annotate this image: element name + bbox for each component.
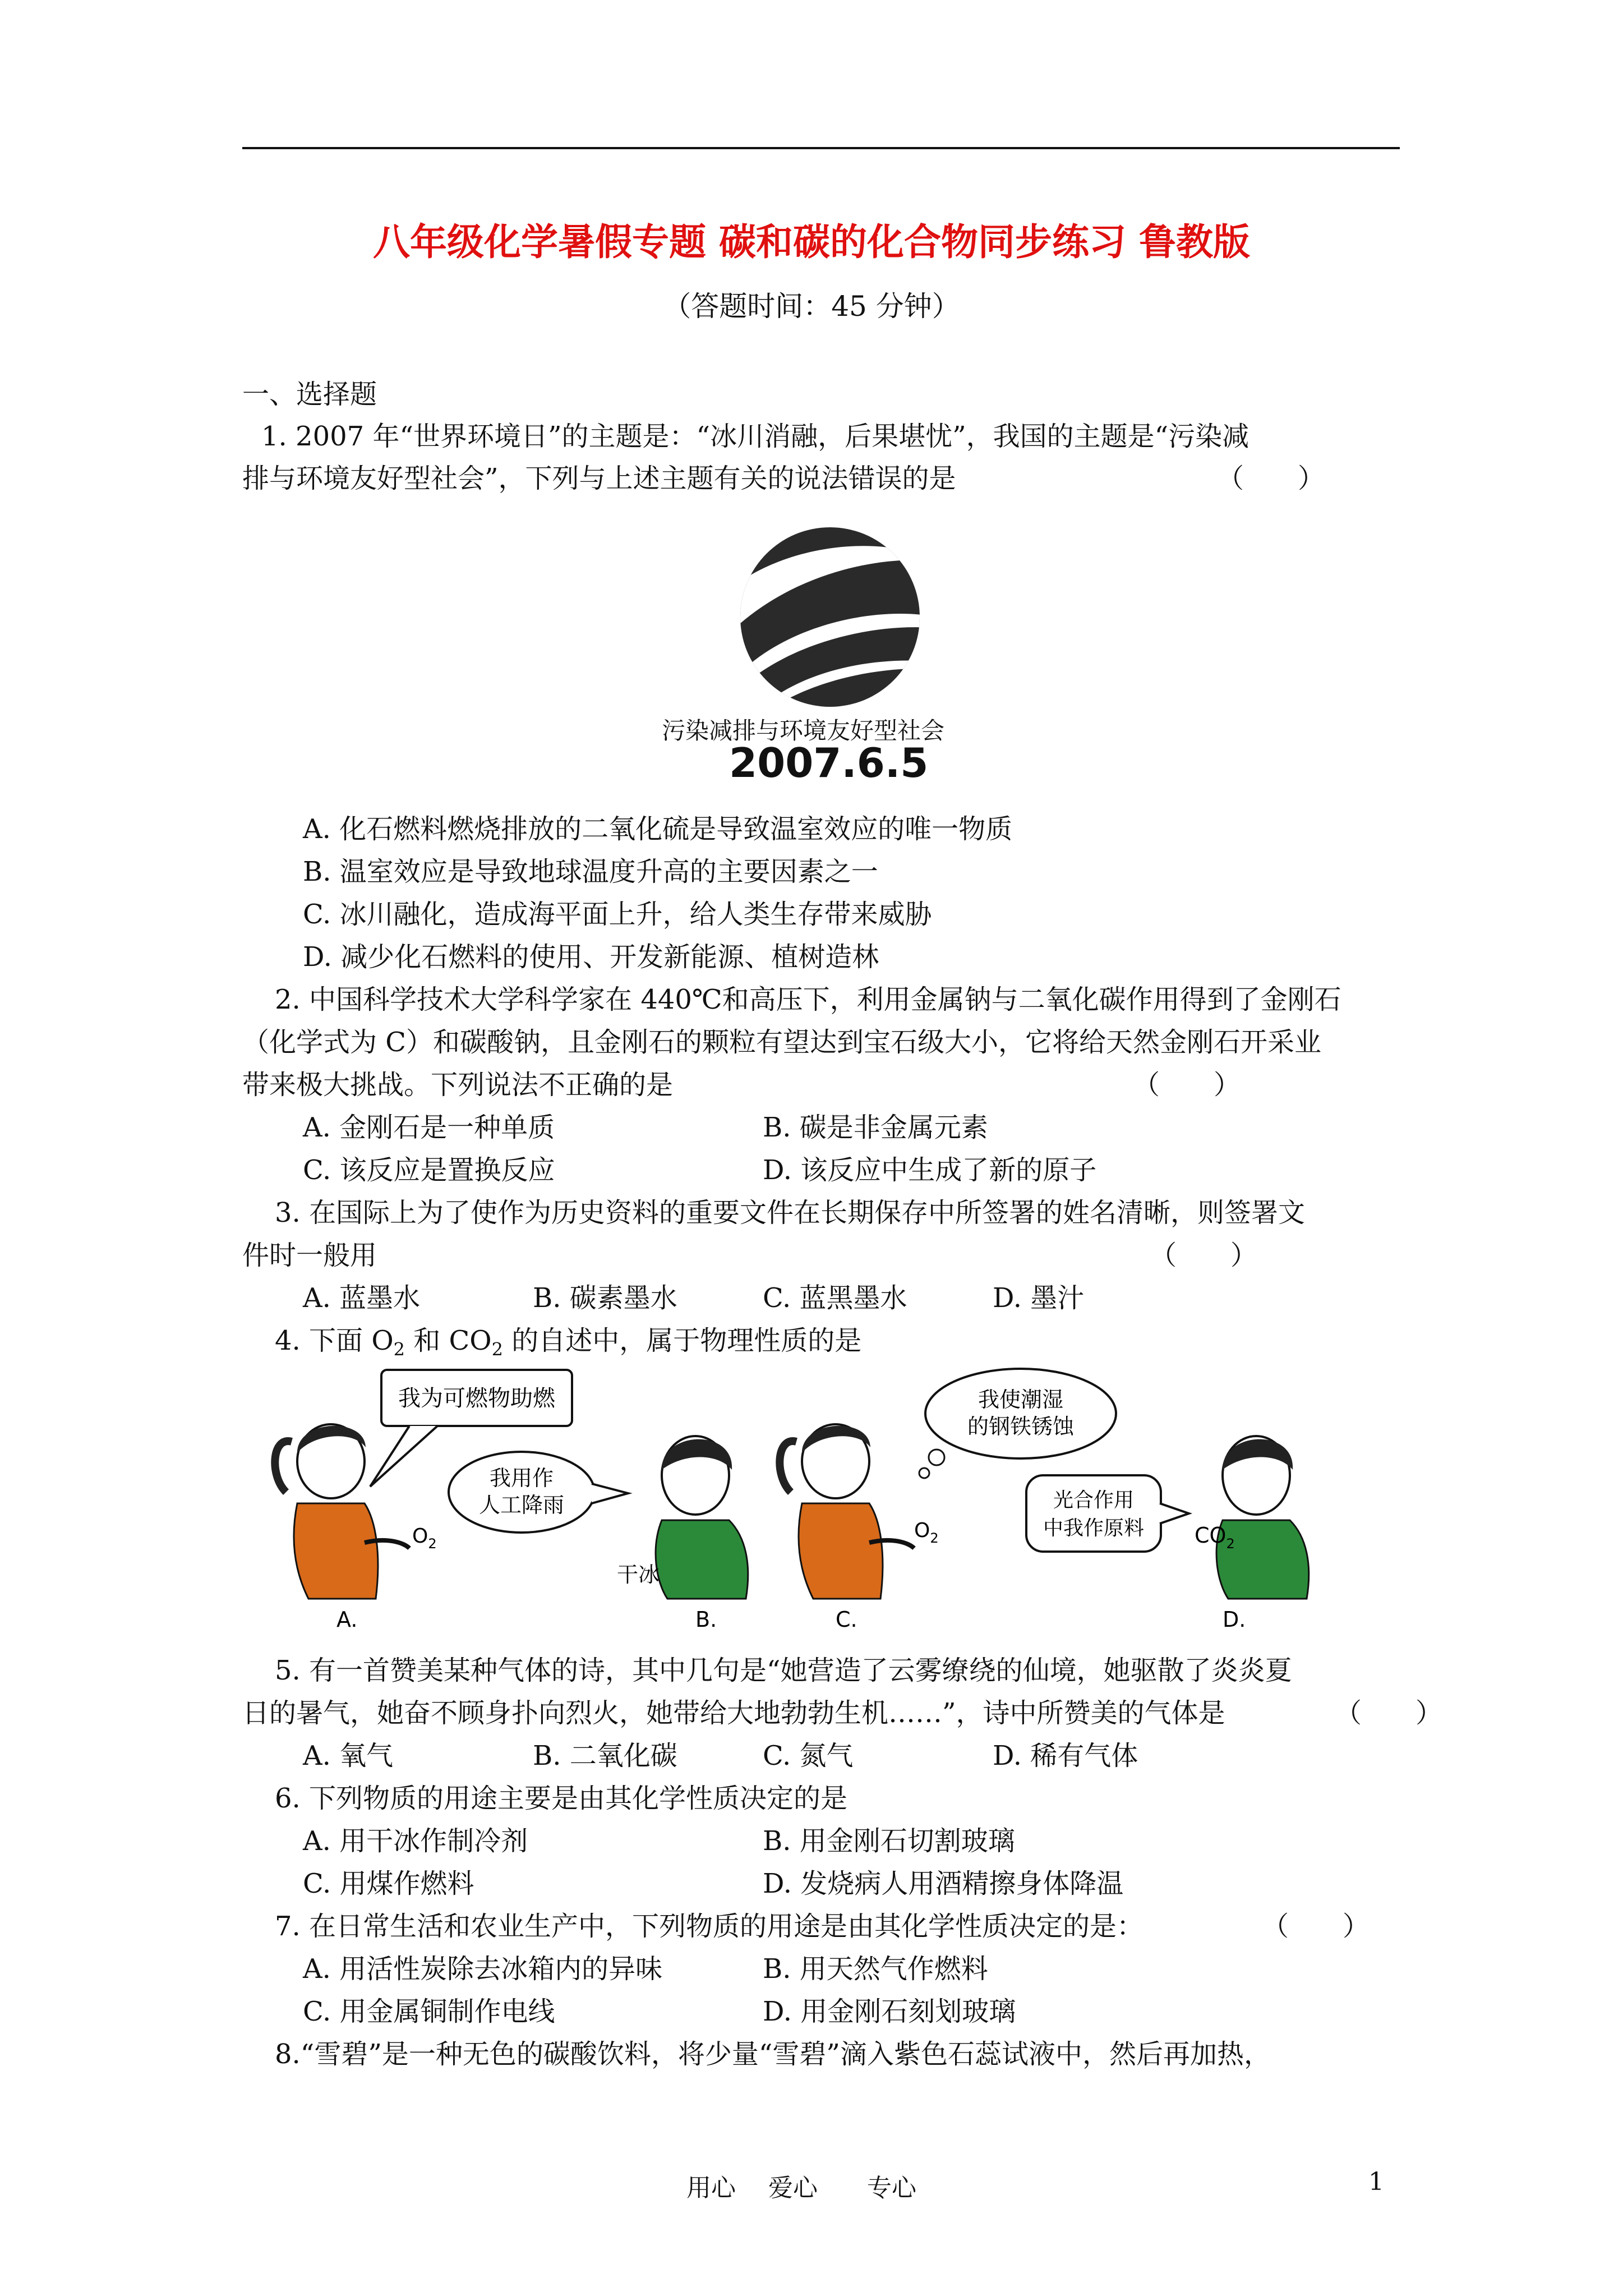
- q2-option-a: A. 金刚石是一种单质: [303, 1112, 555, 1143]
- q3-answer-paren: （ ）: [1150, 1240, 1258, 1271]
- q3-line1: 3. 在国际上为了使作为历史资料的重要文件在长期保存中所签署的姓名清晰，则签署文: [275, 1197, 1306, 1228]
- bubble-b: [449, 1452, 628, 1533]
- bubble-a-text: 我为可燃物助燃: [398, 1386, 555, 1411]
- bubble-c-line1: 我使潮湿: [978, 1387, 1064, 1412]
- earth-leaf-emblem-icon: [712, 522, 948, 712]
- q4-stem-mid: 和 CO: [405, 1325, 492, 1356]
- q1-option-d: D. 减少化石燃料的使用、开发新能源、植树造林: [303, 941, 879, 973]
- footer-motto: 用心 爱心 专心: [686, 2174, 916, 2202]
- girl-a-figure: [275, 1424, 436, 1632]
- q4-stem-prefix: 4. 下面 O: [275, 1325, 394, 1356]
- q5-option-b: B. 二氧化碳: [533, 1740, 677, 1772]
- q1-answer-paren: （ ）: [1217, 463, 1325, 494]
- q5-option-d: D. 稀有气体: [993, 1740, 1138, 1772]
- q2-line1: 2. 中国科学技术大学科学家在 440℃和高压下，利用金属钠与二氧化碳作用得到了金刚石: [275, 984, 1341, 1015]
- bubble-c: [919, 1369, 1116, 1478]
- girl-c-o2-label: $O_2$: [914, 1519, 939, 1546]
- q6-option-c: C. 用煤作燃料: [303, 1868, 474, 1899]
- q3-option-a: A. 蓝墨水: [303, 1282, 421, 1314]
- document-subtitle: （答题时间：45 分钟）: [663, 290, 960, 323]
- logo-date: 2007.6.5: [729, 739, 929, 786]
- q3-option-b: B. 碳素墨水: [533, 1282, 677, 1314]
- q1-line1: 1. 2007 年“世界环境日”的主题是：“冰川消融，后果堪忧”，我国的主题是“污染减: [261, 421, 1249, 452]
- q5-option-c: C. 氮气: [763, 1740, 854, 1772]
- header-rule: [242, 147, 1400, 149]
- q7-answer-paren: （ ）: [1262, 1911, 1370, 1942]
- q4-co2-subscript: 2: [491, 1338, 503, 1360]
- environment-day-logo: [712, 522, 948, 712]
- q2-line2: （化学式为 C）和碳酸钠，且金刚石的颗粒有望达到宝石级大小，它将给天然金刚石开采业: [242, 1027, 1321, 1058]
- q1-option-a: A. 化石燃料燃烧排放的二氧化硫是导致温室效应的唯一物质: [303, 813, 1013, 845]
- q6-line1: 6. 下列物质的用途主要是由其化学性质决定的是: [275, 1783, 848, 1814]
- q3-option-c: C. 蓝黑墨水: [763, 1282, 907, 1314]
- cartoon-illustration: [269, 1363, 1363, 1632]
- bubble-d-line1: 光合作用: [1053, 1489, 1135, 1512]
- bubble-d: [1026, 1475, 1189, 1552]
- letter-d: D.: [1223, 1607, 1246, 1632]
- q4-stem-suffix: 的自述中，属于物理性质的是: [503, 1325, 862, 1356]
- q2-option-c: C. 该反应是置换反应: [303, 1154, 555, 1186]
- q6-option-d: D. 发烧病人用酒精擦身体降温: [763, 1868, 1124, 1899]
- q2-option-b: B. 碳是非金属元素: [763, 1112, 988, 1143]
- dry-ice-label: 干冰: [617, 1562, 660, 1587]
- bubble-b-line2: 人工降雨: [478, 1493, 565, 1517]
- q6-option-b: B. 用金刚石切割玻璃: [763, 1825, 1015, 1857]
- document-title: 八年级化学暑假专题 碳和碳的化合物同步练习 鲁教版: [373, 220, 1250, 264]
- bubble-b-line1: 我用作: [489, 1466, 554, 1490]
- co2-label: $CO_2$: [1195, 1523, 1235, 1552]
- q5-answer-paren: （ ）: [1335, 1697, 1443, 1729]
- q7-option-a: A. 用活性炭除去冰箱内的异味: [303, 1953, 663, 1985]
- q2-line3: 带来极大挑战。下列说法不正确的是: [242, 1069, 674, 1101]
- q4-o2-subscript: 2: [393, 1338, 405, 1360]
- q6-option-a: A. 用干冰作制冷剂: [303, 1825, 528, 1857]
- q1-option-c: C. 冰川融化，造成海平面上升，给人类生存带来威胁: [303, 899, 932, 930]
- bubble-d-line2: 中我作原料: [1043, 1517, 1145, 1540]
- q7-line1: 7. 在日常生活和农业生产中，下列物质的用途是由其化学性质决定的是：: [275, 1911, 1144, 1942]
- boy-b-figure: [617, 1436, 748, 1632]
- logo-caption: 污染减排与环境友好型社会: [662, 717, 945, 744]
- q5-line1: 5. 有一首赞美某种气体的诗，其中几句是“她营造了云雾缭绕的仙境，她驱散了炎炎夏: [275, 1655, 1292, 1686]
- q3-line2: 件时一般用: [242, 1240, 377, 1271]
- letter-b: B.: [695, 1607, 717, 1632]
- q1-option-b: B. 温室效应是导致地球温度升高的主要因素之一: [303, 856, 878, 887]
- q3-option-d: D. 墨汁: [993, 1282, 1085, 1314]
- q1-line2: 排与环境友好型社会”，下列与上述主题有关的说法错误的是: [242, 463, 956, 494]
- q7-option-c: C. 用金属铜制作电线: [303, 1996, 555, 2027]
- page-number: 1: [1368, 2168, 1384, 2196]
- q7-option-b: B. 用天然气作燃料: [763, 1953, 988, 1985]
- q7-option-d: D. 用金刚石刻划玻璃: [763, 1996, 1016, 2027]
- q4-cartoon-figure: [269, 1363, 1363, 1632]
- letter-c: C.: [836, 1607, 857, 1632]
- letter-a: A.: [336, 1607, 358, 1632]
- bubble-c-line2: 的钢铁锈蚀: [967, 1414, 1075, 1439]
- q2-option-d: D. 该反应中生成了新的原子: [763, 1154, 1097, 1186]
- q2-answer-paren: （ ）: [1133, 1069, 1241, 1101]
- q8-line1: 8.“雪碧”是一种无色的碳酸饮料，将少量“雪碧”滴入紫色石蕊试液中，然后再加热，: [275, 2039, 1271, 2070]
- girl-c-figure: [780, 1424, 938, 1632]
- q5-line2: 日的暑气，她奋不顾身扑向烈火，她带给大地勃勃生机……”，诗中所赞美的气体是: [242, 1697, 1225, 1729]
- girl-a-o2-label: $O_2$: [412, 1525, 437, 1552]
- q5-option-a: A. 氧气: [303, 1740, 394, 1772]
- section-heading: 一、选择题: [242, 379, 377, 410]
- boy-d-figure: [1195, 1436, 1309, 1632]
